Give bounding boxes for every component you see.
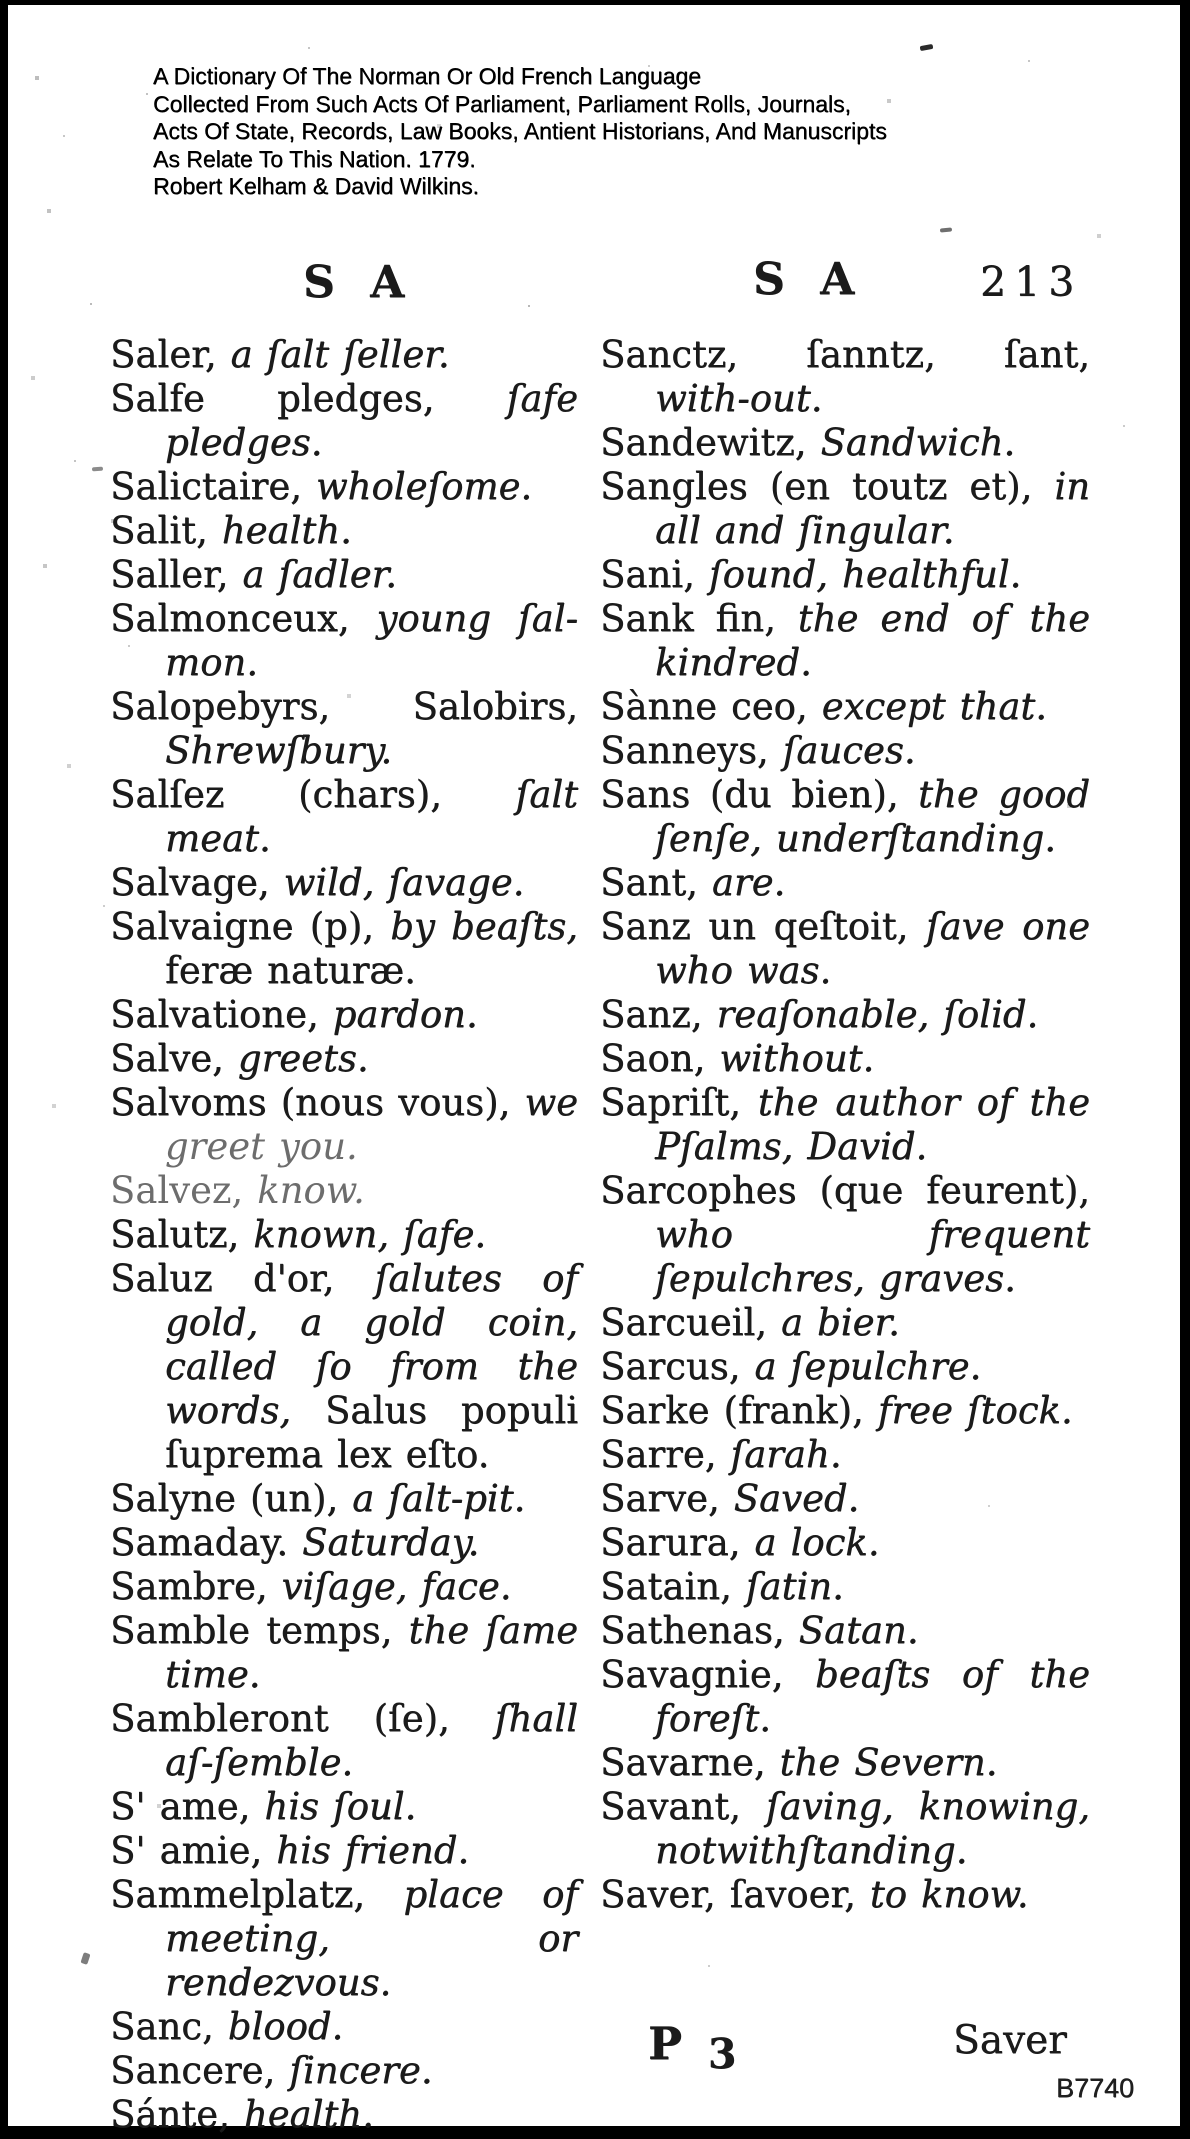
- entry-definition: ſalutes of gold, a gold coin, called ſo from the words,: [165, 1257, 578, 1432]
- entry-definition: ſafe pledges.: [165, 377, 578, 464]
- entry-headword: Salutz,: [110, 1213, 254, 1256]
- entry-headword: S' ame,: [110, 1785, 265, 1828]
- dictionary-entry: [110, 553, 578, 597]
- entry-definition: Shrewſbury.: [165, 729, 393, 772]
- dictionary-entry: [600, 729, 1090, 773]
- entry-definition: a ſalt ſeller.: [230, 333, 450, 376]
- dictionary-entry: [110, 465, 578, 509]
- dictionary-entry: [600, 333, 1090, 421]
- entry-headword: Sarcueil,: [600, 1301, 781, 1344]
- dictionary-entry: [600, 1785, 1090, 1873]
- signature-number: 3: [707, 2030, 737, 2078]
- entry-headword: Saluz d'or,: [110, 1257, 375, 1300]
- entry-definition: ſincere.: [289, 2049, 433, 2092]
- entry-definition: Saturday.: [302, 1521, 480, 1564]
- dictionary-entry: [110, 1169, 578, 1213]
- entry-definition: a ſadler.: [242, 553, 397, 596]
- dictionary-entry: [110, 509, 578, 553]
- header-block: [153, 63, 1073, 201]
- header-line: Robert Kelham & David Wilkins.: [153, 173, 479, 199]
- dictionary-entry: [600, 1389, 1090, 1433]
- entry-headword: Sarcus,: [600, 1345, 755, 1388]
- dictionary-entry: [600, 861, 1090, 905]
- entry-definition: a lock.: [754, 1521, 880, 1564]
- entry-definition: the Severn.: [779, 1741, 998, 1784]
- entry-definition: free ſtock.: [877, 1389, 1073, 1432]
- dictionary-entry: [110, 905, 578, 993]
- dictionary-entry: [600, 993, 1090, 1037]
- dictionary-entry: [110, 1477, 578, 1521]
- dictionary-entry: [110, 861, 578, 905]
- entry-headword: Sank fin,: [600, 597, 798, 640]
- dictionary-entry: [600, 1301, 1090, 1345]
- entry-headword: Salfe pledges,: [110, 377, 507, 420]
- dictionary-entry: [600, 685, 1090, 729]
- entry-headword: Salus populi ſuprema lex eſto.: [165, 1389, 578, 1476]
- entry-headword: S' amie,: [110, 1829, 277, 1872]
- dictionary-entry: [600, 1169, 1090, 1301]
- entry-headword: Salictaire,: [110, 465, 316, 508]
- entry-definition: place of meeting, or rendezvous.: [165, 1873, 578, 2004]
- entry-headword: Sànne ceo,: [600, 685, 822, 728]
- right-column: [600, 333, 1090, 1917]
- entry-headword: Sangles (en toutz et),: [600, 465, 1055, 508]
- dictionary-entry: [110, 1609, 578, 1697]
- entry-definition: blood.: [227, 2005, 344, 2048]
- column-heading-left: S A: [303, 257, 415, 308]
- dictionary-entry: [110, 1081, 578, 1169]
- entry-definition: his ſoul.: [264, 1785, 417, 1828]
- dictionary-entry: [600, 1609, 1090, 1653]
- scan-noise: [8, 5, 10, 7]
- entry-definition: a ſalt-pit.: [352, 1477, 526, 1520]
- entry-definition: viſage, face.: [281, 1565, 512, 1608]
- entry-headword: Salſez (chars),: [110, 773, 516, 816]
- dictionary-entry: [600, 1477, 1090, 1521]
- entry-headword: Sarura,: [600, 1521, 755, 1564]
- dictionary-entry: [600, 421, 1090, 465]
- dictionary-entry: [600, 1741, 1090, 1785]
- dictionary-entry: [110, 1521, 578, 1565]
- entry-headword: Sant,: [600, 861, 712, 904]
- dictionary-entry: [110, 597, 578, 685]
- scan-artifact: [92, 467, 103, 472]
- dictionary-entry: [600, 905, 1090, 993]
- entry-headword: Sarcophes (que feurent),: [600, 1169, 1090, 1212]
- dictionary-entry: [110, 333, 578, 377]
- entry-headword: Sarve,: [600, 1477, 734, 1520]
- signature-mark: [648, 2017, 737, 2078]
- entry-definition: with-out.: [655, 377, 823, 420]
- entry-headword: Sanz un qeſtoit,: [600, 905, 926, 948]
- entry-headword: Sans (du bien),: [600, 773, 919, 816]
- entry-headword: Salyne (un),: [110, 1477, 353, 1520]
- dictionary-entry: [600, 1037, 1090, 1081]
- dictionary-entry: [600, 1653, 1090, 1741]
- entry-headword: Sanc,: [110, 2005, 228, 2048]
- entry-definition: the end of the kindred.: [655, 597, 1091, 684]
- entry-headword: Savarne,: [600, 1741, 780, 1784]
- entry-definition: by beaſts,: [390, 905, 578, 948]
- dictionary-entry: [110, 993, 578, 1037]
- left-column: [110, 333, 578, 2137]
- entry-definition: we: [524, 1081, 578, 1124]
- entry-headword: Samaday.: [110, 1521, 303, 1564]
- dictionary-entry: [110, 1873, 578, 2005]
- dictionary-entry: [110, 2005, 578, 2049]
- column-heading-right: S A: [753, 254, 865, 305]
- entry-headword: Salopebyrs, Salobirs,: [110, 685, 578, 728]
- dictionary-entry: [110, 1565, 578, 1609]
- entry-headword: Salvaigne (p),: [110, 905, 391, 948]
- catchword: Saver: [953, 2018, 1067, 2063]
- dictionary-entry: [110, 2093, 578, 2137]
- entry-headword: feræ naturæ.: [165, 949, 416, 992]
- entry-definition: the good ſenſe, underſtanding.: [655, 773, 1090, 860]
- entry-headword: Sapriſt,: [600, 1081, 758, 1124]
- entry-definition: the author of the Pſalms, David.: [655, 1081, 1091, 1168]
- dictionary-entry: [110, 1257, 578, 1477]
- dictionary-entry: [110, 1037, 578, 1081]
- header-line: As Relate To This Nation. 1779.: [153, 145, 476, 172]
- entry-headword: Samble temps,: [110, 1609, 409, 1652]
- entry-definition: reaſonable, ſolid.: [716, 993, 1039, 1036]
- entry-definition: greet you.: [165, 1125, 358, 1168]
- dictionary-entry: [600, 1521, 1090, 1565]
- dictionary-entry: [110, 1785, 578, 1829]
- dictionary-entry: [110, 1829, 578, 1873]
- entry-definition: a bier.: [780, 1301, 900, 1344]
- dictionary-entry: [600, 1081, 1090, 1169]
- entry-definition: young ſal-mon.: [165, 597, 578, 684]
- dictionary-entry: [600, 1345, 1090, 1389]
- dictionary-entry: [600, 1433, 1090, 1477]
- entry-headword: Savagnie,: [600, 1653, 815, 1696]
- entry-headword: Sanneys,: [600, 729, 783, 772]
- entry-headword: Sanctz, ſanntz, ſant,: [600, 333, 1090, 376]
- entry-headword: Savant,: [600, 1785, 766, 1828]
- entry-definition: know.: [257, 1169, 365, 1212]
- entry-definition: a ſepulchre.: [754, 1345, 982, 1388]
- entry-headword: Sambre,: [110, 1565, 282, 1608]
- header-line: Acts Of State, Records, Law Books, Antient Historians, And Manuscripts: [153, 118, 887, 144]
- entry-headword: Sarke (frank),: [600, 1389, 878, 1432]
- entry-definition: health.: [221, 509, 352, 552]
- entry-headword: Salvoms (nous vous),: [110, 1081, 525, 1124]
- entry-definition: Satan.: [798, 1609, 919, 1652]
- header-line: Collected From Such Acts Of Parliament, Parliament Rolls, Journals,: [153, 90, 851, 117]
- entry-headword: Sambleront (ſe),: [110, 1697, 495, 1740]
- entry-headword: Saon,: [600, 1037, 720, 1080]
- scan-artifact: [80, 1952, 90, 1965]
- entry-headword: Sánte,: [110, 2093, 244, 2136]
- entry-definition: the ſame time.: [165, 1609, 579, 1696]
- signature-letter: P: [648, 2017, 682, 2070]
- entry-definition: ſarah.: [730, 1433, 842, 1476]
- entry-headword: Sandewitz,: [600, 421, 821, 464]
- entry-definition: ſalt meat.: [165, 773, 578, 860]
- entry-headword: Saver, ſavoer,: [600, 1873, 870, 1916]
- entry-definition: ſound, healthful.: [708, 553, 1022, 596]
- entry-definition: his friend.: [276, 1829, 470, 1872]
- entry-definition: beaſts of the foreſt.: [655, 1653, 1090, 1740]
- entry-headword: Salmonceux,: [110, 597, 377, 640]
- entry-headword: Sanz,: [600, 993, 717, 1036]
- entry-definition: in all and ſingular.: [655, 465, 1090, 552]
- dictionary-entry: [600, 465, 1090, 553]
- entry-headword: Salvage,: [110, 861, 284, 904]
- entry-definition: to know.: [869, 1873, 1029, 1916]
- dictionary-entry: [600, 1565, 1090, 1609]
- entry-definition: ſatin.: [745, 1565, 844, 1608]
- entry-definition: pardon.: [332, 993, 478, 1036]
- entry-definition: are.: [711, 861, 786, 904]
- entry-definition: who frequent ſepulchres, graves.: [655, 1213, 1090, 1300]
- entry-headword: Sammelplatz,: [110, 1873, 404, 1916]
- entry-definition: known, ſafe.: [253, 1213, 487, 1256]
- entry-headword: Sarre,: [600, 1433, 731, 1476]
- dictionary-entry: [110, 1213, 578, 1257]
- entry-headword: Satain,: [600, 1565, 746, 1608]
- entry-definition: ſaving, knowing, notwithſtanding.: [655, 1785, 1090, 1872]
- entry-definition: wild, ſavage.: [283, 861, 525, 904]
- entry-headword: Salvatione,: [110, 993, 333, 1036]
- dictionary-entry: [600, 597, 1090, 685]
- dictionary-entry: [600, 1873, 1090, 1917]
- entry-headword: Salit,: [110, 509, 222, 552]
- dictionary-entry: [110, 685, 578, 773]
- entry-headword: Salve,: [110, 1037, 238, 1080]
- dictionary-entry: [600, 773, 1090, 861]
- entry-definition: wholeſome.: [315, 465, 533, 508]
- header-line: A Dictionary Of The Norman Or Old French Language: [153, 63, 702, 89]
- entry-headword: Sathenas,: [600, 1609, 799, 1652]
- entry-definition: without.: [719, 1037, 875, 1080]
- entry-headword: Saler,: [110, 333, 231, 376]
- scan-label: B7740: [1056, 2073, 1135, 2103]
- dictionary-entry: [110, 773, 578, 861]
- dictionary-entry: [110, 1697, 578, 1785]
- entry-definition: ſauces.: [782, 729, 916, 772]
- entry-definition: ſhall aſ-ſemble.: [165, 1697, 578, 1784]
- entry-definition: health.: [243, 2093, 374, 2136]
- page: [8, 5, 1180, 2136]
- dictionary-entry: [600, 553, 1090, 597]
- entry-headword: Salvez,: [110, 1169, 258, 1212]
- entry-definition: greets.: [237, 1037, 369, 1080]
- entry-definition: Saved.: [733, 1477, 860, 1520]
- entry-definition: Sandwich.: [820, 421, 1016, 464]
- entry-headword: Sani,: [600, 553, 709, 596]
- entry-headword: Sancere,: [110, 2049, 290, 2092]
- dictionary-entry: [110, 377, 578, 465]
- entry-definition: except that.: [821, 685, 1047, 728]
- entry-definition: ſave one who was.: [655, 905, 1091, 992]
- dictionary-entry: [110, 2049, 578, 2093]
- page-number: 213: [980, 258, 1083, 306]
- scan-artifact: [940, 227, 952, 232]
- entry-headword: Saller,: [110, 553, 243, 596]
- scan-artifact: [920, 44, 934, 51]
